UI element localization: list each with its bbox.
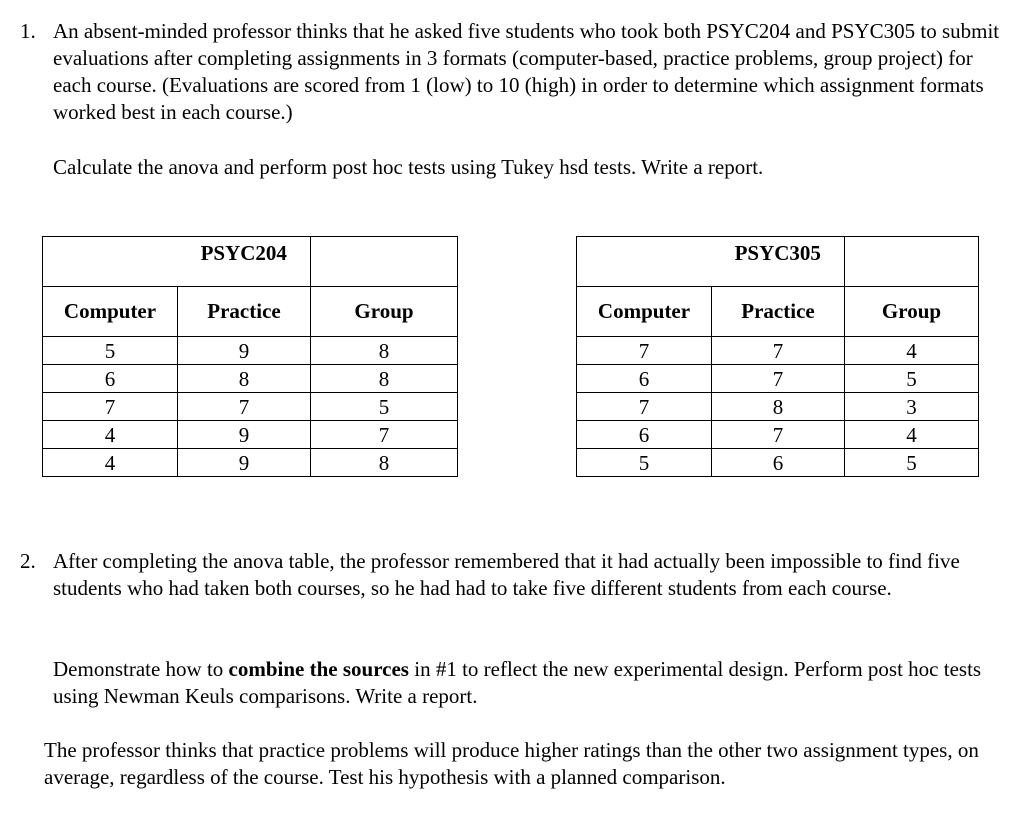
table-cell: 5: [577, 449, 712, 477]
table-row: [577, 337, 979, 365]
column-header-practice: Practice: [712, 287, 845, 337]
column-header-group: Group: [311, 287, 458, 337]
question-1-instruction-block: [20, 154, 1010, 181]
table-cell: 7: [577, 393, 712, 421]
question-2-number: 2.: [20, 549, 36, 573]
question-1-number: 1.: [20, 19, 36, 43]
table-cell: 9: [178, 337, 311, 365]
table-row: [43, 449, 458, 477]
table-psyc305: [576, 236, 979, 477]
table-row: [43, 421, 458, 449]
table-cell: 7: [577, 337, 712, 365]
table-row: [577, 393, 979, 421]
table-title-row: [577, 237, 979, 287]
table-cell: 6: [43, 365, 178, 393]
table-cell: 5: [845, 449, 979, 477]
table-cell: 3: [845, 393, 979, 421]
table-row: [43, 365, 458, 393]
table-course-title: PSYC204: [178, 237, 311, 287]
column-header-practice: Practice: [178, 287, 311, 337]
table-cell: 8: [311, 365, 458, 393]
table-cell: 7: [712, 365, 845, 393]
table-cell: 4: [43, 449, 178, 477]
table-cell: 9: [178, 449, 311, 477]
question-2-instruction: [53, 656, 1010, 710]
instruction-bold: combine the sources: [228, 657, 409, 681]
table-cell: 7: [712, 421, 845, 449]
table-cell: 7: [311, 421, 458, 449]
table-cell: 5: [43, 337, 178, 365]
question-1-text: An absent-minded professor thinks that he asked five students who took both PSYC204 and PSYC305 to submit evaluations after completing assignments in 3 formats (computer-based, practice problems, group project) for each course. (Evaluations are scored from 1 (low) to 10 (high) in order to determine which assignment formats worked best in each course.): [53, 19, 1000, 124]
column-header-group: Group: [845, 287, 979, 337]
table-cell: 8: [311, 337, 458, 365]
question-1-instruction: Calculate the anova and perform post hoc tests using Tukey hsd tests. Write a report.: [53, 155, 764, 179]
table-cell: 7: [43, 393, 178, 421]
table-header-row: [43, 287, 458, 337]
table-cell: 7: [178, 393, 311, 421]
table-row: [577, 365, 979, 393]
question-2: [20, 548, 1010, 602]
table-header-row: [577, 287, 979, 337]
table-row: [43, 393, 458, 421]
question-1: [20, 18, 1010, 126]
table-cell: 9: [178, 421, 311, 449]
table-cell: 6: [577, 421, 712, 449]
table-row: [43, 337, 458, 365]
table-row: [577, 449, 979, 477]
hypothesis-paragraph: The professor thinks that practice problems will produce higher ratings than the other two assignment types, on average, regardless of the course. Test his hypothesis with a planned comparison.: [44, 738, 979, 789]
instruction-pre: Demonstrate how to: [53, 657, 229, 681]
table-cell: 6: [712, 449, 845, 477]
table-cell: 4: [845, 337, 979, 365]
table-cell: 6: [577, 365, 712, 393]
table-cell: 4: [845, 421, 979, 449]
table-cell: 8: [311, 449, 458, 477]
table-cell: 7: [712, 337, 845, 365]
instruction-post: in #1 to reflect the new experimental design. Perform post hoc tests using Newman Keuls comparisons. Write a report.: [53, 657, 982, 708]
table-cell: 8: [178, 365, 311, 393]
table-psyc204: [42, 236, 458, 477]
table-cell: 5: [311, 393, 458, 421]
question-2-text: After completing the anova table, the professor remembered that it had actually been impossible to find five students who had taken both courses, so he had had to take five different students from each course.: [53, 549, 960, 600]
table-cell: 5: [845, 365, 979, 393]
column-header-computer: Computer: [577, 287, 712, 337]
table-course-title: PSYC305: [712, 237, 845, 287]
column-header-computer: Computer: [43, 287, 178, 337]
table-cell: 4: [43, 421, 178, 449]
table-row: [577, 421, 979, 449]
question-2-instruction-block: [20, 656, 1010, 710]
table-cell: 8: [712, 393, 845, 421]
table-title-row: [43, 237, 458, 287]
